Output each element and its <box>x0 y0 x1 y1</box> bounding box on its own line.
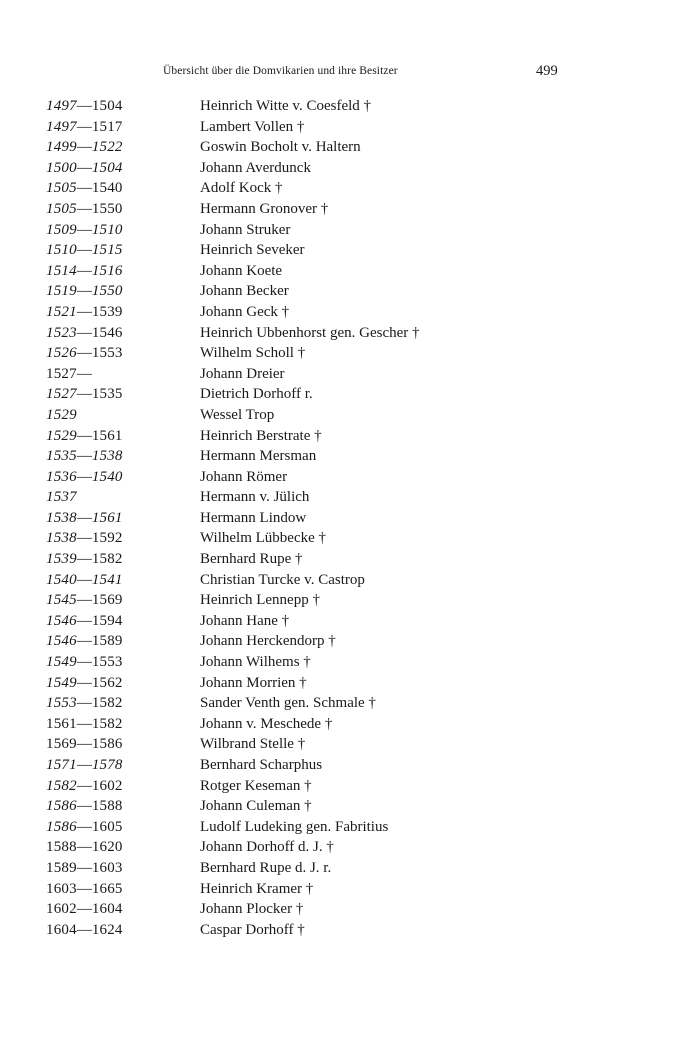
end-year: 1582 <box>91 551 123 568</box>
range-dash: — <box>76 880 92 897</box>
range-dash: — <box>76 283 92 300</box>
start-year: 1545 <box>46 592 77 609</box>
holder-name: Heinrich Berstrate † <box>200 427 322 444</box>
range-dash: — <box>76 674 92 691</box>
list-item <box>0 281 700 302</box>
list-item <box>0 631 700 652</box>
end-year: 1539 <box>91 303 123 320</box>
range-dash: — <box>76 695 92 712</box>
list-item <box>0 714 700 735</box>
list-item <box>0 837 700 858</box>
holder-name: Johann Koete <box>200 262 283 279</box>
running-head <box>0 63 700 83</box>
range-dash: — <box>76 777 92 794</box>
year-range <box>46 755 123 776</box>
holder-name: Johann Dreier <box>200 365 285 382</box>
year-range <box>46 487 77 508</box>
year-range <box>46 96 123 117</box>
holder-name: Johann Averdunck <box>200 159 311 176</box>
start-year: 1529 <box>46 427 77 444</box>
year-range <box>46 302 123 323</box>
list-item <box>0 755 700 776</box>
year-range <box>46 405 77 426</box>
year-range <box>46 117 123 138</box>
year-range <box>46 467 123 488</box>
holder-name: Johann Struker <box>200 221 291 238</box>
end-year: 1624 <box>91 921 123 938</box>
holder-name: Bernhard Rupe d. J. r. <box>200 859 332 876</box>
year-range <box>46 858 123 879</box>
start-year: 1549 <box>46 674 77 691</box>
list-item <box>0 693 700 714</box>
list-item <box>0 549 700 570</box>
start-year: 1586 <box>46 818 77 835</box>
year-range <box>46 240 123 261</box>
page-number: 499 <box>536 63 558 79</box>
list-item <box>0 611 700 632</box>
running-title: Übersicht über die Domvikarien und ihre Besitzer <box>163 65 398 77</box>
holder-name: Johann Römer <box>200 468 288 485</box>
range-dash: — <box>76 180 92 197</box>
start-year: 1497 <box>46 118 77 135</box>
list-item <box>0 343 700 364</box>
list-item <box>0 508 700 529</box>
holder-name: Wilhelm Scholl † <box>200 345 306 362</box>
list-item <box>0 446 700 467</box>
year-range <box>46 817 123 838</box>
start-year: 1510 <box>46 242 77 259</box>
end-year: 1540 <box>91 180 123 197</box>
start-year: 1540 <box>46 571 77 588</box>
end-year: 1582 <box>91 695 123 712</box>
year-range <box>46 426 123 447</box>
list-item <box>0 590 700 611</box>
year-range <box>46 570 123 591</box>
range-dash: — <box>76 98 92 114</box>
range-dash: — <box>76 221 92 238</box>
range-dash: — <box>76 303 92 320</box>
start-year: 1505 <box>46 200 77 217</box>
start-year: 1603 <box>46 880 77 897</box>
start-year: 1546 <box>46 633 77 650</box>
range-dash: — <box>76 818 92 835</box>
start-year: 1569 <box>46 736 77 753</box>
end-year: 1546 <box>91 324 123 341</box>
start-year: 1589 <box>46 859 77 876</box>
end-year: 1561 <box>91 427 123 444</box>
list-item <box>0 920 700 941</box>
holder-name: Hermann v. Jülich <box>200 489 310 506</box>
list-item <box>0 467 700 488</box>
start-year: 1553 <box>46 695 77 712</box>
list-item <box>0 158 700 179</box>
range-dash: — <box>76 736 92 753</box>
start-year: 1561 <box>46 715 77 732</box>
holder-name: Johann Wilhems † <box>200 654 311 671</box>
range-dash: — <box>76 324 92 341</box>
list-item <box>0 323 700 344</box>
end-year: 1517 <box>91 118 123 135</box>
start-year: 1604 <box>46 921 77 938</box>
holder-name: Johann Culeman † <box>200 798 312 815</box>
year-range <box>46 693 123 714</box>
range-dash: — <box>76 200 92 217</box>
end-year: 1515 <box>91 242 123 259</box>
holder-name: Heinrich Witte v. Coesfeld † <box>200 98 372 114</box>
year-range <box>46 714 123 735</box>
range-dash: — <box>76 839 92 856</box>
list-item <box>0 178 700 199</box>
year-range <box>46 899 123 920</box>
range-dash: — <box>76 242 92 259</box>
year-range <box>46 158 123 179</box>
end-year: 1582 <box>91 715 123 732</box>
year-range <box>46 549 123 570</box>
end-year: 1589 <box>91 633 123 650</box>
end-year: 1510 <box>91 221 123 238</box>
end-year: 1541 <box>91 571 123 588</box>
list-item <box>0 879 700 900</box>
list-item <box>0 817 700 838</box>
year-range <box>46 508 123 529</box>
range-dash: — <box>76 592 92 609</box>
holder-name: Johann Herckendorp † <box>200 633 336 650</box>
end-year: 1538 <box>91 448 123 465</box>
range-dash: — <box>76 571 92 588</box>
start-year: 1588 <box>46 839 77 856</box>
year-range <box>46 837 123 858</box>
year-range <box>46 920 123 941</box>
year-range <box>46 364 92 385</box>
start-year: 1519 <box>46 283 77 300</box>
holder-name: Johann Hane † <box>200 612 290 629</box>
year-range <box>46 673 123 694</box>
year-range <box>46 384 123 405</box>
year-range <box>46 281 123 302</box>
start-year: 1571 <box>46 757 77 773</box>
holder-name: Dietrich Dorhoff r. <box>200 386 313 403</box>
start-year: 1509 <box>46 221 77 238</box>
start-year: 1499 <box>46 139 77 156</box>
holder-name: Johann v. Meschede † <box>200 715 333 732</box>
holder-name: Johann Geck † <box>200 303 290 320</box>
list-item <box>0 364 700 385</box>
start-year: 1497 <box>46 98 77 114</box>
holder-name: Ludolf Ludeking gen. Fabritius <box>200 818 389 835</box>
list-item <box>0 528 700 549</box>
list-item <box>0 652 700 673</box>
list-item <box>0 673 700 694</box>
start-year: 1523 <box>46 324 77 341</box>
start-year: 1539 <box>46 551 77 568</box>
list-item <box>0 199 700 220</box>
year-range <box>46 323 123 344</box>
end-year: 1594 <box>91 612 123 629</box>
list-item <box>0 796 700 817</box>
range-dash: — <box>76 262 92 279</box>
range-dash: — <box>76 159 92 176</box>
list-item <box>0 261 700 282</box>
holder-name: Goswin Bocholt v. Haltern <box>200 139 361 156</box>
holder-name: Johann Dorhoff d. J. † <box>200 839 334 856</box>
holder-name: Caspar Dorhoff † <box>200 921 305 938</box>
end-year: 1561 <box>91 509 123 526</box>
start-year: 1582 <box>46 777 77 794</box>
start-year: 1535 <box>46 448 77 465</box>
range-dash: — <box>76 509 92 526</box>
year-range <box>46 776 123 797</box>
range-dash: — <box>76 386 92 403</box>
list-item <box>0 240 700 261</box>
year-range <box>46 879 123 900</box>
holder-name: Heinrich Kramer † <box>200 880 314 897</box>
holder-name: Bernhard Scharphus <box>200 757 323 773</box>
range-dash: — <box>76 427 92 444</box>
range-dash: — <box>76 365 92 382</box>
start-year: 1536 <box>46 468 77 485</box>
year-range <box>46 199 123 220</box>
year-range <box>46 796 123 817</box>
end-year: 1550 <box>91 283 123 300</box>
end-year: 1569 <box>91 592 123 609</box>
year-range <box>46 446 123 467</box>
year-range <box>46 631 123 652</box>
end-year: 1592 <box>91 530 123 547</box>
start-year: 1537 <box>46 489 77 506</box>
year-range <box>46 220 123 241</box>
start-year: 1538 <box>46 530 77 547</box>
year-range <box>46 178 123 199</box>
holder-name: Rotger Keseman † <box>200 777 312 794</box>
range-dash: — <box>76 798 92 815</box>
holder-name: Hermann Mersman <box>200 448 317 465</box>
start-year: 1505 <box>46 180 77 197</box>
list-item <box>0 405 700 426</box>
list-item <box>0 570 700 591</box>
list-item <box>0 776 700 797</box>
end-year: 1540 <box>91 468 123 485</box>
end-year: 1605 <box>91 818 123 835</box>
list-item <box>0 220 700 241</box>
end-year: 1553 <box>91 345 123 362</box>
start-year: 1602 <box>46 901 77 918</box>
range-dash: — <box>76 345 92 362</box>
range-dash: — <box>76 551 92 568</box>
end-year: 1562 <box>91 674 123 691</box>
start-year: 1538 <box>46 509 77 526</box>
year-range <box>46 611 123 632</box>
list-item <box>0 487 700 508</box>
range-dash: — <box>76 468 92 485</box>
list-item <box>0 899 700 920</box>
range-dash: — <box>76 859 92 876</box>
range-dash: — <box>76 530 92 547</box>
range-dash: — <box>76 612 92 629</box>
holder-name: Johann Morrien † <box>200 674 307 691</box>
end-year: 1588 <box>91 798 123 815</box>
list-item <box>0 734 700 755</box>
list-item <box>0 302 700 323</box>
end-year: 1516 <box>91 262 123 279</box>
holder-name: Heinrich Seveker <box>200 242 305 259</box>
end-year: 1535 <box>91 386 123 403</box>
holder-name: Wilhelm Lübbecke † <box>200 530 327 547</box>
holder-name: Adolf Kock † <box>200 180 283 197</box>
end-year: 1553 <box>91 654 123 671</box>
year-range <box>46 590 123 611</box>
end-year: 1522 <box>91 139 123 156</box>
range-dash: — <box>76 633 92 650</box>
start-year: 1549 <box>46 654 77 671</box>
start-year: 1526 <box>46 345 77 362</box>
start-year: 1521 <box>46 303 77 320</box>
year-range <box>46 343 123 364</box>
year-range <box>46 137 123 158</box>
list-item <box>0 426 700 447</box>
start-year: 1586 <box>46 798 77 815</box>
end-year: 1604 <box>91 901 123 918</box>
year-range <box>46 652 123 673</box>
holder-name: Sander Venth gen. Schmale † <box>200 695 376 712</box>
end-year: 1620 <box>91 839 123 856</box>
end-year: 1504 <box>91 159 123 176</box>
range-dash: — <box>76 654 92 671</box>
holder-name: Wessel Trop <box>200 406 275 423</box>
year-range <box>46 261 123 282</box>
holder-name: Wilbrand Stelle † <box>200 736 306 753</box>
holder-name: Hermann Gronover † <box>200 200 329 217</box>
end-year: 1586 <box>91 736 123 753</box>
end-year: 1665 <box>91 880 123 897</box>
list-item <box>0 117 700 138</box>
holder-name: Heinrich Ubbenhorst gen. Gescher † <box>200 324 420 341</box>
end-year: 1602 <box>91 777 123 794</box>
year-range <box>46 528 123 549</box>
start-year: 1527 <box>46 365 77 382</box>
range-dash: — <box>76 921 92 938</box>
end-year: 1578 <box>91 757 123 773</box>
holder-name: Lambert Vollen † <box>200 118 305 135</box>
holder-name: Heinrich Lennepp † <box>200 592 320 609</box>
start-year: 1527 <box>46 386 77 403</box>
end-year: 1504 <box>91 98 123 114</box>
holder-name: Bernhard Rupe † <box>200 551 303 568</box>
end-year: 1603 <box>91 859 123 876</box>
list-item <box>0 96 700 117</box>
holder-name: Christian Turcke v. Castrop <box>200 571 365 588</box>
start-year: 1500 <box>46 159 77 176</box>
vicar-list <box>0 96 700 940</box>
holder-name: Hermann Lindow <box>200 509 307 526</box>
range-dash: — <box>76 757 92 773</box>
end-year: 1550 <box>91 200 123 217</box>
list-item <box>0 384 700 405</box>
list-item <box>0 858 700 879</box>
list-item <box>0 137 700 158</box>
range-dash: — <box>76 448 92 465</box>
range-dash: — <box>76 901 92 918</box>
range-dash: — <box>76 118 92 135</box>
start-year: 1514 <box>46 262 77 279</box>
range-dash: — <box>76 715 92 732</box>
range-dash: — <box>76 139 92 156</box>
start-year: 1546 <box>46 612 77 629</box>
holder-name: Johann Plocker † <box>200 901 304 918</box>
year-range <box>46 734 123 755</box>
start-year: 1529 <box>46 406 77 423</box>
holder-name: Johann Becker <box>200 283 289 300</box>
